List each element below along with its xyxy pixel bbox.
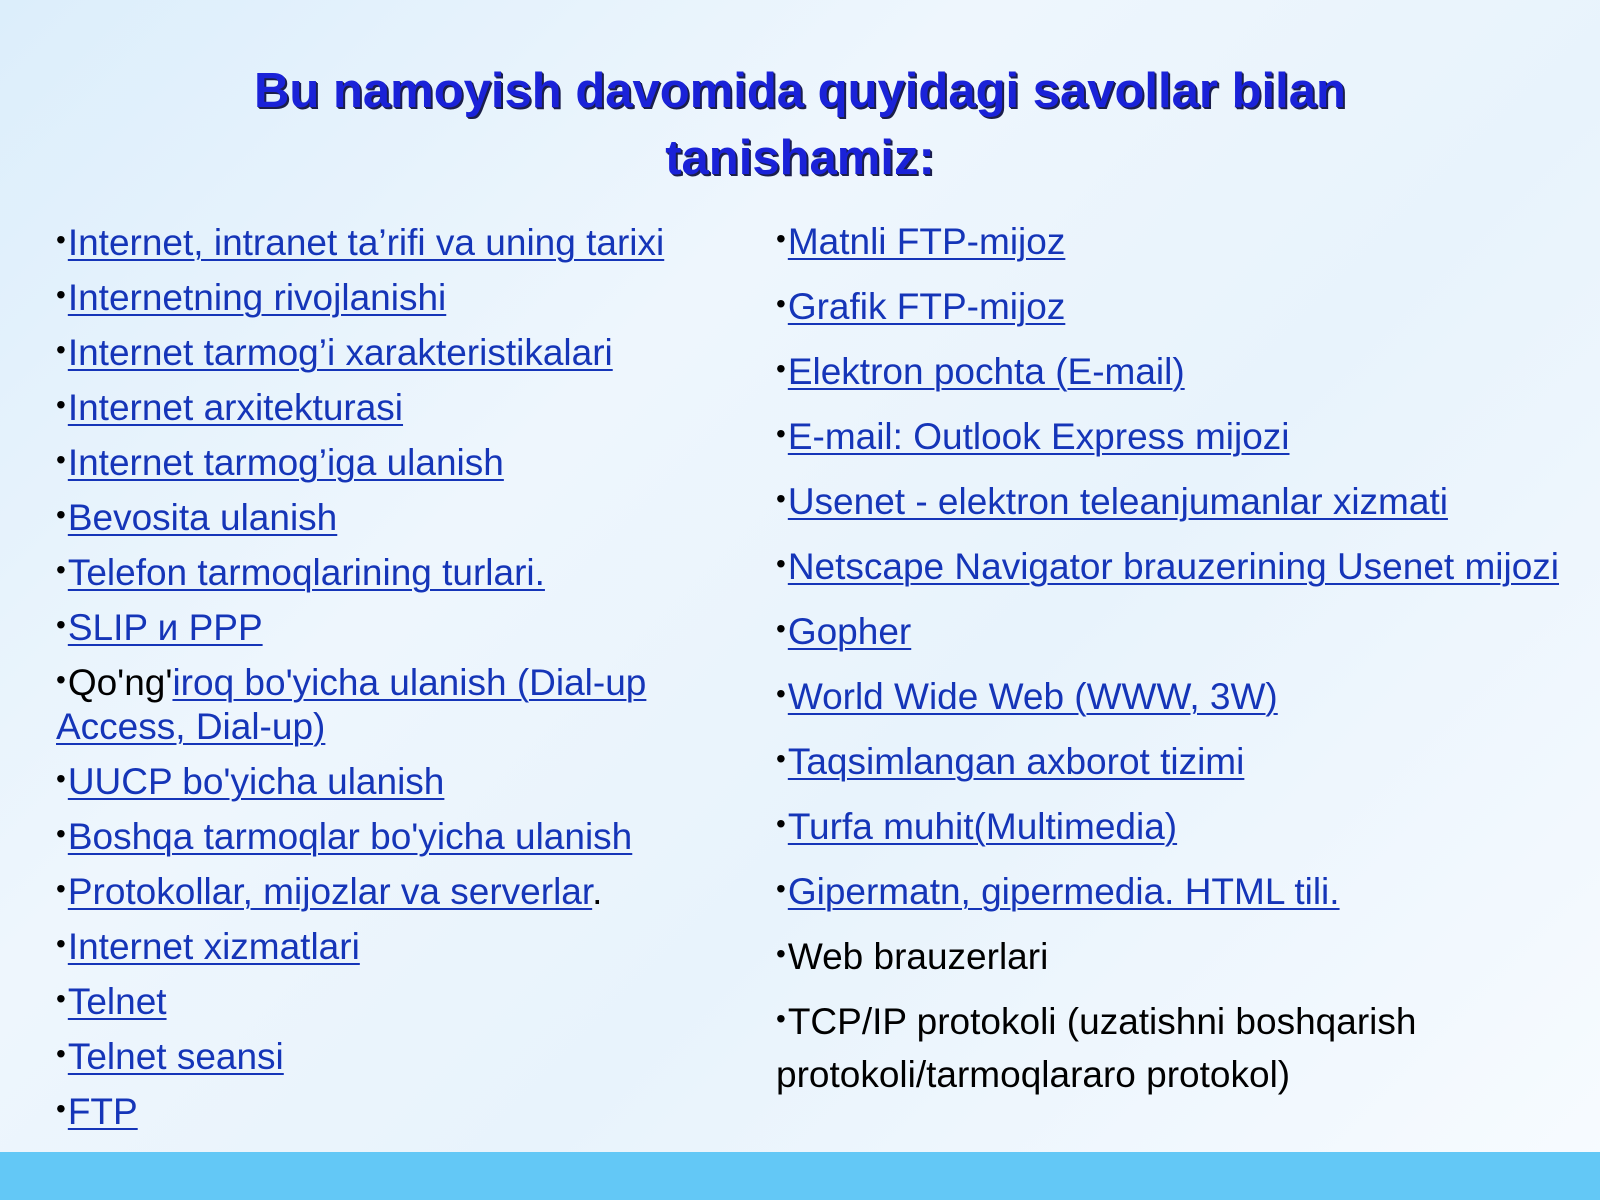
- bullet-point: •: [56, 1038, 66, 1069]
- topic-list-item: [776, 537, 1576, 593]
- bullet-point: •: [56, 279, 66, 310]
- topic-link[interactable]: FTP: [67, 1091, 138, 1132]
- bullet-point: •: [56, 873, 66, 904]
- topic-link[interactable]: Internet arxitekturasi: [67, 387, 404, 428]
- bullet-point: •: [776, 223, 786, 254]
- bullet-point: •: [776, 743, 786, 774]
- topic-list-item: [776, 407, 1576, 463]
- topic-list-item: [56, 328, 756, 375]
- topic-link[interactable]: Protokollar, mijozlar va serverlar: [67, 871, 593, 912]
- topic-link[interactable]: Telefon tarmoqlarining turlari.: [67, 552, 545, 593]
- topic-link[interactable]: Internetning rivojlanishi: [67, 277, 447, 318]
- topic-list-item: [776, 472, 1576, 528]
- bullet-point: •: [56, 444, 66, 475]
- topic-list-item: [56, 273, 756, 320]
- topic-list-item: [56, 977, 756, 1024]
- topic-link[interactable]: Taqsimlangan axborot tizimi: [787, 741, 1245, 782]
- topic-list-item: [56, 658, 756, 749]
- topic-link[interactable]: Elektron pochta (E-mail): [787, 351, 1185, 392]
- bullet-point: •: [56, 664, 66, 695]
- topic-list-item: [776, 342, 1576, 398]
- bullet-point: •: [56, 609, 66, 640]
- topic-link[interactable]: Turfa muhit(Multimedia): [787, 806, 1178, 847]
- bullet-point: •: [776, 1003, 786, 1034]
- topic-list-item: [56, 493, 756, 540]
- topic-suffix-text: .: [592, 871, 603, 912]
- slide-title-line-1: Bu namoyish davomida quyidagi savollar bilan: [254, 64, 1346, 118]
- topic-list-item: [56, 1032, 756, 1079]
- topic-list-item: [56, 1087, 756, 1134]
- topic-list-item: [56, 922, 756, 969]
- topic-list-item: [56, 218, 756, 265]
- bullet-point: •: [776, 873, 786, 904]
- topic-link[interactable]: Telnet seansi: [67, 1036, 284, 1077]
- topic-link[interactable]: Boshqa tarmoqlar bo'yicha ulanish: [67, 816, 633, 857]
- topic-list-item: [776, 212, 1576, 268]
- topic-list-item: [776, 992, 1576, 1101]
- topic-link[interactable]: Internet xizmatlari: [67, 926, 360, 967]
- bullet-point: •: [776, 418, 786, 449]
- bullet-point: •: [776, 938, 786, 969]
- topic-link[interactable]: Grafik FTP-mijoz: [787, 286, 1066, 327]
- topic-link[interactable]: Telnet: [67, 981, 167, 1022]
- topic-link[interactable]: Internet tarmog’i xarakteristikalari: [67, 332, 613, 373]
- topic-list-item: [56, 867, 756, 914]
- bullet-point: •: [56, 334, 66, 365]
- bullet-point: •: [56, 983, 66, 1014]
- topic-list-item: [776, 732, 1576, 788]
- bullet-point: •: [776, 483, 786, 514]
- topic-list-item: [776, 667, 1576, 723]
- bullet-point: •: [56, 499, 66, 530]
- topic-text: TCP/IP protokoli (uzatishni boshqarish protokoli/tarmoqlararo protokol): [776, 1001, 1417, 1095]
- topic-list-item: [56, 438, 756, 485]
- topic-list-item: [56, 548, 756, 595]
- topic-link[interactable]: World Wide Web (WWW, 3W): [787, 676, 1278, 717]
- topic-link[interactable]: Usenet - elektron teleanjumanlar xizmati: [787, 481, 1448, 522]
- topic-link[interactable]: Gopher: [787, 611, 912, 652]
- topic-link[interactable]: Matnli FTP-mijoz: [787, 221, 1066, 262]
- footer-bar: [0, 1152, 1600, 1200]
- topic-link[interactable]: SLIP и PPP: [67, 607, 263, 648]
- topic-link[interactable]: E-mail: Outlook Express mijozi: [787, 416, 1290, 457]
- topic-link[interactable]: Netscape Navigator brauzerining Usenet mijozi: [787, 546, 1560, 587]
- bullet-point: •: [56, 389, 66, 420]
- topic-link[interactable]: iroq bo'yicha ulanish (Dial-up Access, Dial-up): [56, 662, 647, 747]
- topic-link[interactable]: Bevosita ulanish: [67, 497, 338, 538]
- topic-list-item: [776, 797, 1576, 853]
- bullet-point: •: [56, 554, 66, 585]
- topic-list-item: [56, 812, 756, 859]
- topic-list-item: [56, 383, 756, 430]
- left-topic-list: [56, 218, 756, 1142]
- topic-link[interactable]: Internet, intranet ta’rifi va uning tarixi: [67, 222, 665, 263]
- bullet-point: •: [776, 288, 786, 319]
- topic-list-item: [776, 927, 1576, 983]
- topic-prefix-text: Qo'ng': [67, 662, 173, 703]
- topic-text: Web brauzerlari: [787, 936, 1049, 977]
- bullet-point: •: [56, 928, 66, 959]
- topic-list-item: [776, 862, 1576, 918]
- bullet-point: •: [776, 548, 786, 579]
- topic-list-item: [56, 603, 756, 650]
- topic-list-item: [776, 277, 1576, 333]
- topic-link[interactable]: Internet tarmog’iga ulanish: [67, 442, 504, 483]
- bullet-point: •: [776, 353, 786, 384]
- bullet-point: •: [56, 224, 66, 255]
- bullet-point: •: [776, 808, 786, 839]
- bullet-point: •: [56, 1093, 66, 1124]
- slide-title: [0, 58, 1600, 192]
- bullet-point: •: [776, 678, 786, 709]
- topic-list-item: [776, 602, 1576, 658]
- topic-link[interactable]: UUCP bo'yicha ulanish: [67, 761, 445, 802]
- topic-list-item: [56, 757, 756, 804]
- slide-title-line-2: tanishamiz:: [665, 131, 935, 185]
- topic-link[interactable]: Gipermatn, gipermedia. HTML tili.: [787, 871, 1340, 912]
- right-topic-list: [776, 212, 1576, 1110]
- bullet-point: •: [56, 763, 66, 794]
- bullet-point: •: [56, 818, 66, 849]
- bullet-point: •: [776, 613, 786, 644]
